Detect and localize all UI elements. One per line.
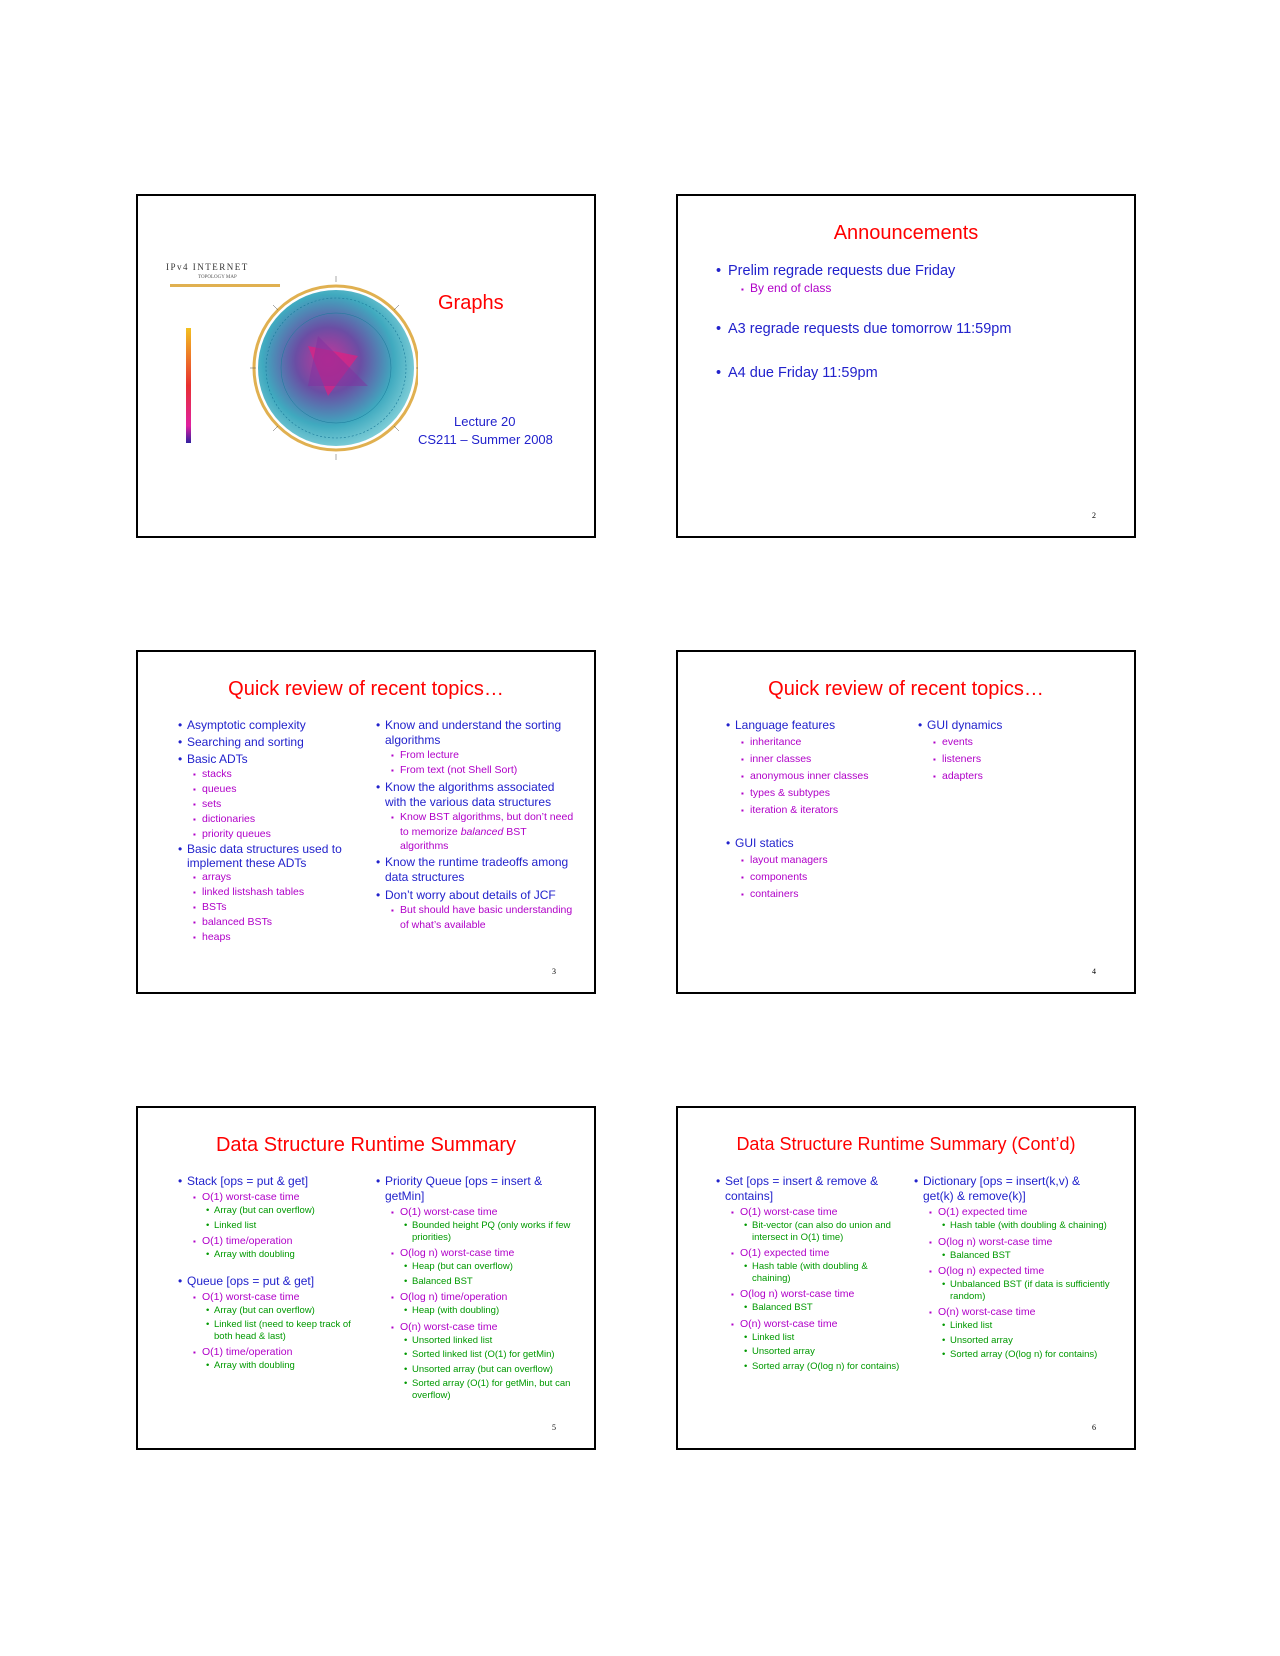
sub-sub-item: • Unsorted linked list [376,1335,576,1347]
list-item: • Priority Queue [ops = insert & getMin] [376,1174,576,1204]
page-number: 6 [1092,1423,1096,1432]
sub-sub-item: • Sorted array (O(1) for getMin, but can overflow) [376,1378,576,1401]
sub-item: ▪ heaps [178,930,358,945]
sub-sub-item: • Sorted array (O(log n) for contains) [716,1361,902,1373]
slide-2 [676,194,1136,538]
sub-sub-item: • Array with doubling [178,1360,364,1372]
page-number: 5 [552,1423,556,1432]
list-item: • Know the algorithms associated with the various data structures [376,780,576,810]
sub-sub-item: • Linked list [716,1332,902,1344]
sub-item: ▪ O(n) worst-case time [914,1305,1114,1320]
sub-item: ▪ containers [726,887,906,902]
list-item: • Queue [ops = put & get] [178,1274,364,1289]
list-item: • Basic ADTs [178,752,358,767]
sub-item: ▪ listeners [918,752,1098,767]
right-column [914,1174,1114,1364]
sub-sub-item: • Unsorted array [914,1335,1114,1347]
sub-item-emphasis: balanced [460,826,504,838]
right-column [376,1174,576,1404]
sub-sub-item: • Balanced BST [716,1302,902,1314]
sub-sub-item: • Balanced BST [376,1276,576,1288]
sub-sub-item: • Linked list (need to keep track of both head & last) [178,1319,364,1342]
slide-title: Quick review of recent topics… [228,678,504,700]
sub-sub-item: • Array (but can overflow) [178,1205,364,1217]
sub-item: ▪ But should have basic understanding of what’s available [376,903,576,932]
sub-sub-item: • Bit-vector (can also do union and intersect in O(1) time) [716,1220,902,1243]
sub-sub-item: • Unsorted array (but can overflow) [376,1364,576,1376]
list-item: • A3 regrade requests due tomorrow 11:59pm [716,320,1116,338]
slide-6 [676,1106,1136,1450]
sub-item: ▪ O(1) worst-case time [178,1190,364,1205]
sub-item: ▪ stacks [178,767,358,782]
sub-item: ▪ sets [178,797,358,812]
sub-item: ▪ events [918,735,1098,750]
sub-item: ▪ O(1) worst-case time [178,1290,364,1305]
list-item: • A4 due Friday 11:59pm [716,364,1116,382]
sub-item: ▪ layout managers [726,853,906,868]
sub-item: ▪ iteration & iterators [726,803,906,818]
list-item: • Set [ops = insert & remove & contains] [716,1174,902,1204]
sub-item: ▪ inheritance [726,735,906,750]
sub-item: ▪ linked listshash tables [178,885,358,900]
slide-3 [136,650,596,994]
sub-sub-item: • Heap (with doubling) [376,1305,576,1317]
right-column [918,718,1098,784]
page-number: 2 [1092,511,1096,520]
slide-title: Announcements [833,222,979,244]
sub-item: ▪ By end of class [716,280,1116,298]
sub-item: ▪ types & subtypes [726,786,906,801]
lecture-number: Lecture 20 [454,414,516,429]
list-item: • Language features [726,718,906,733]
slide-5 [136,1106,596,1450]
list-item: • GUI dynamics [918,718,1098,733]
sub-item: ▪ O(log n) expected time [914,1264,1114,1279]
list-item: • GUI statics [726,836,906,851]
sub-sub-item: • Sorted array (O(log n) for contains) [914,1349,1114,1361]
sub-item: ▪ O(1) expected time [716,1246,902,1261]
slide-title: Graphs [438,292,504,314]
sub-item: ▪ BSTs [178,900,358,915]
list-item: • Prelim regrade requests due Friday [716,262,1116,280]
slide-1 [136,194,596,538]
sub-item: ▪ From text (not Shell Sort) [376,763,576,778]
sub-item-text: Know BST algorithms, but don’t need to memorize [400,811,574,838]
list-item: • Basic data structures used to implement these ADTs [178,842,358,870]
list-item: • Know and understand the sorting algorithms [376,718,576,748]
list-item: • Searching and sorting [178,735,358,750]
left-column [178,718,358,945]
sub-item: ▪ dictionaries [178,812,358,827]
sub-item: ▪ O(log n) time/operation [376,1290,576,1305]
list-item: • Asymptotic complexity [178,718,358,733]
sub-item [376,810,576,853]
slide-title: Data Structure Runtime Summary (Cont’d) [736,1134,1076,1154]
sub-sub-item: • Bounded height PQ (only works if few priorities) [376,1220,576,1243]
sub-sub-item: • Sorted linked list (O(1) for getMin) [376,1349,576,1361]
sub-sub-item: • Linked list [914,1320,1114,1332]
sub-item-text: BST algorithms [400,826,527,852]
list-item: • Know the runtime tradeoffs among data structures [376,855,576,885]
sub-sub-item: • Array (but can overflow) [178,1305,364,1317]
right-column [376,718,576,932]
sub-item: ▪ priority queues [178,827,358,842]
sub-sub-item: • Hash table (with doubling & chaining) [716,1261,902,1284]
list-item: • Dictionary [ops = insert(k,v) & get(k) & remove(k)] [914,1174,1114,1204]
announcement-list [716,262,1116,382]
page-number: 3 [552,967,556,976]
course-name: CS211 – Summer 2008 [418,432,553,447]
sub-item: ▪ balanced BSTs [178,915,358,930]
spacer [178,1264,364,1274]
sub-sub-item: • Hash table (with doubling & chaining) [914,1220,1114,1232]
map-title: IPv4 INTERNET [166,262,249,272]
sub-item: ▪ O(1) worst-case time [716,1205,902,1220]
sub-item: ▪ O(1) expected time [914,1205,1114,1220]
page-number: 4 [1092,967,1096,976]
sub-item: ▪ O(1) time/operation [178,1345,364,1360]
sub-item: ▪ arrays [178,870,358,885]
internet-topology-map-image [158,256,418,476]
left-column [178,1174,364,1375]
sub-item: ▪ inner classes [726,752,906,767]
sub-sub-item: • Heap (but can overflow) [376,1261,576,1273]
slide-title: Data Structure Runtime Summary [215,1134,517,1156]
sub-item: ▪ anonymous inner classes [726,769,906,784]
left-column [716,1174,902,1375]
sub-item: ▪ O(log n) worst-case time [376,1246,576,1261]
sub-sub-item: • Balanced BST [914,1250,1114,1262]
sub-item: ▪ queues [178,782,358,797]
sub-sub-item: • Array with doubling [178,1249,364,1261]
sub-sub-item: • Linked list [178,1220,364,1232]
list-item: • Don’t worry about details of JCF [376,888,576,903]
sub-sub-item: • Unbalanced BST (if data is sufficiently random) [914,1279,1114,1302]
map-subtitle: TOPOLOGY MAP [198,275,237,280]
slide-4 [676,650,1136,994]
sub-item: ▪ O(1) worst-case time [376,1205,576,1220]
sub-item: ▪ adapters [918,769,1098,784]
sub-item: ▪ O(n) worst-case time [716,1317,902,1332]
left-column [726,718,906,902]
sub-item: ▪ O(n) worst-case time [376,1320,576,1335]
sub-item: ▪ O(log n) worst-case time [914,1235,1114,1250]
sub-item: ▪ O(log n) worst-case time [716,1287,902,1302]
list-item: • Stack [ops = put & get] [178,1174,364,1189]
slide-title: Quick review of recent topics… [768,678,1044,700]
sub-item: ▪ components [726,870,906,885]
sub-item: ▪ O(1) time/operation [178,1234,364,1249]
sub-item: ▪ From lecture [376,748,576,763]
sub-sub-item: • Unsorted array [716,1346,902,1358]
